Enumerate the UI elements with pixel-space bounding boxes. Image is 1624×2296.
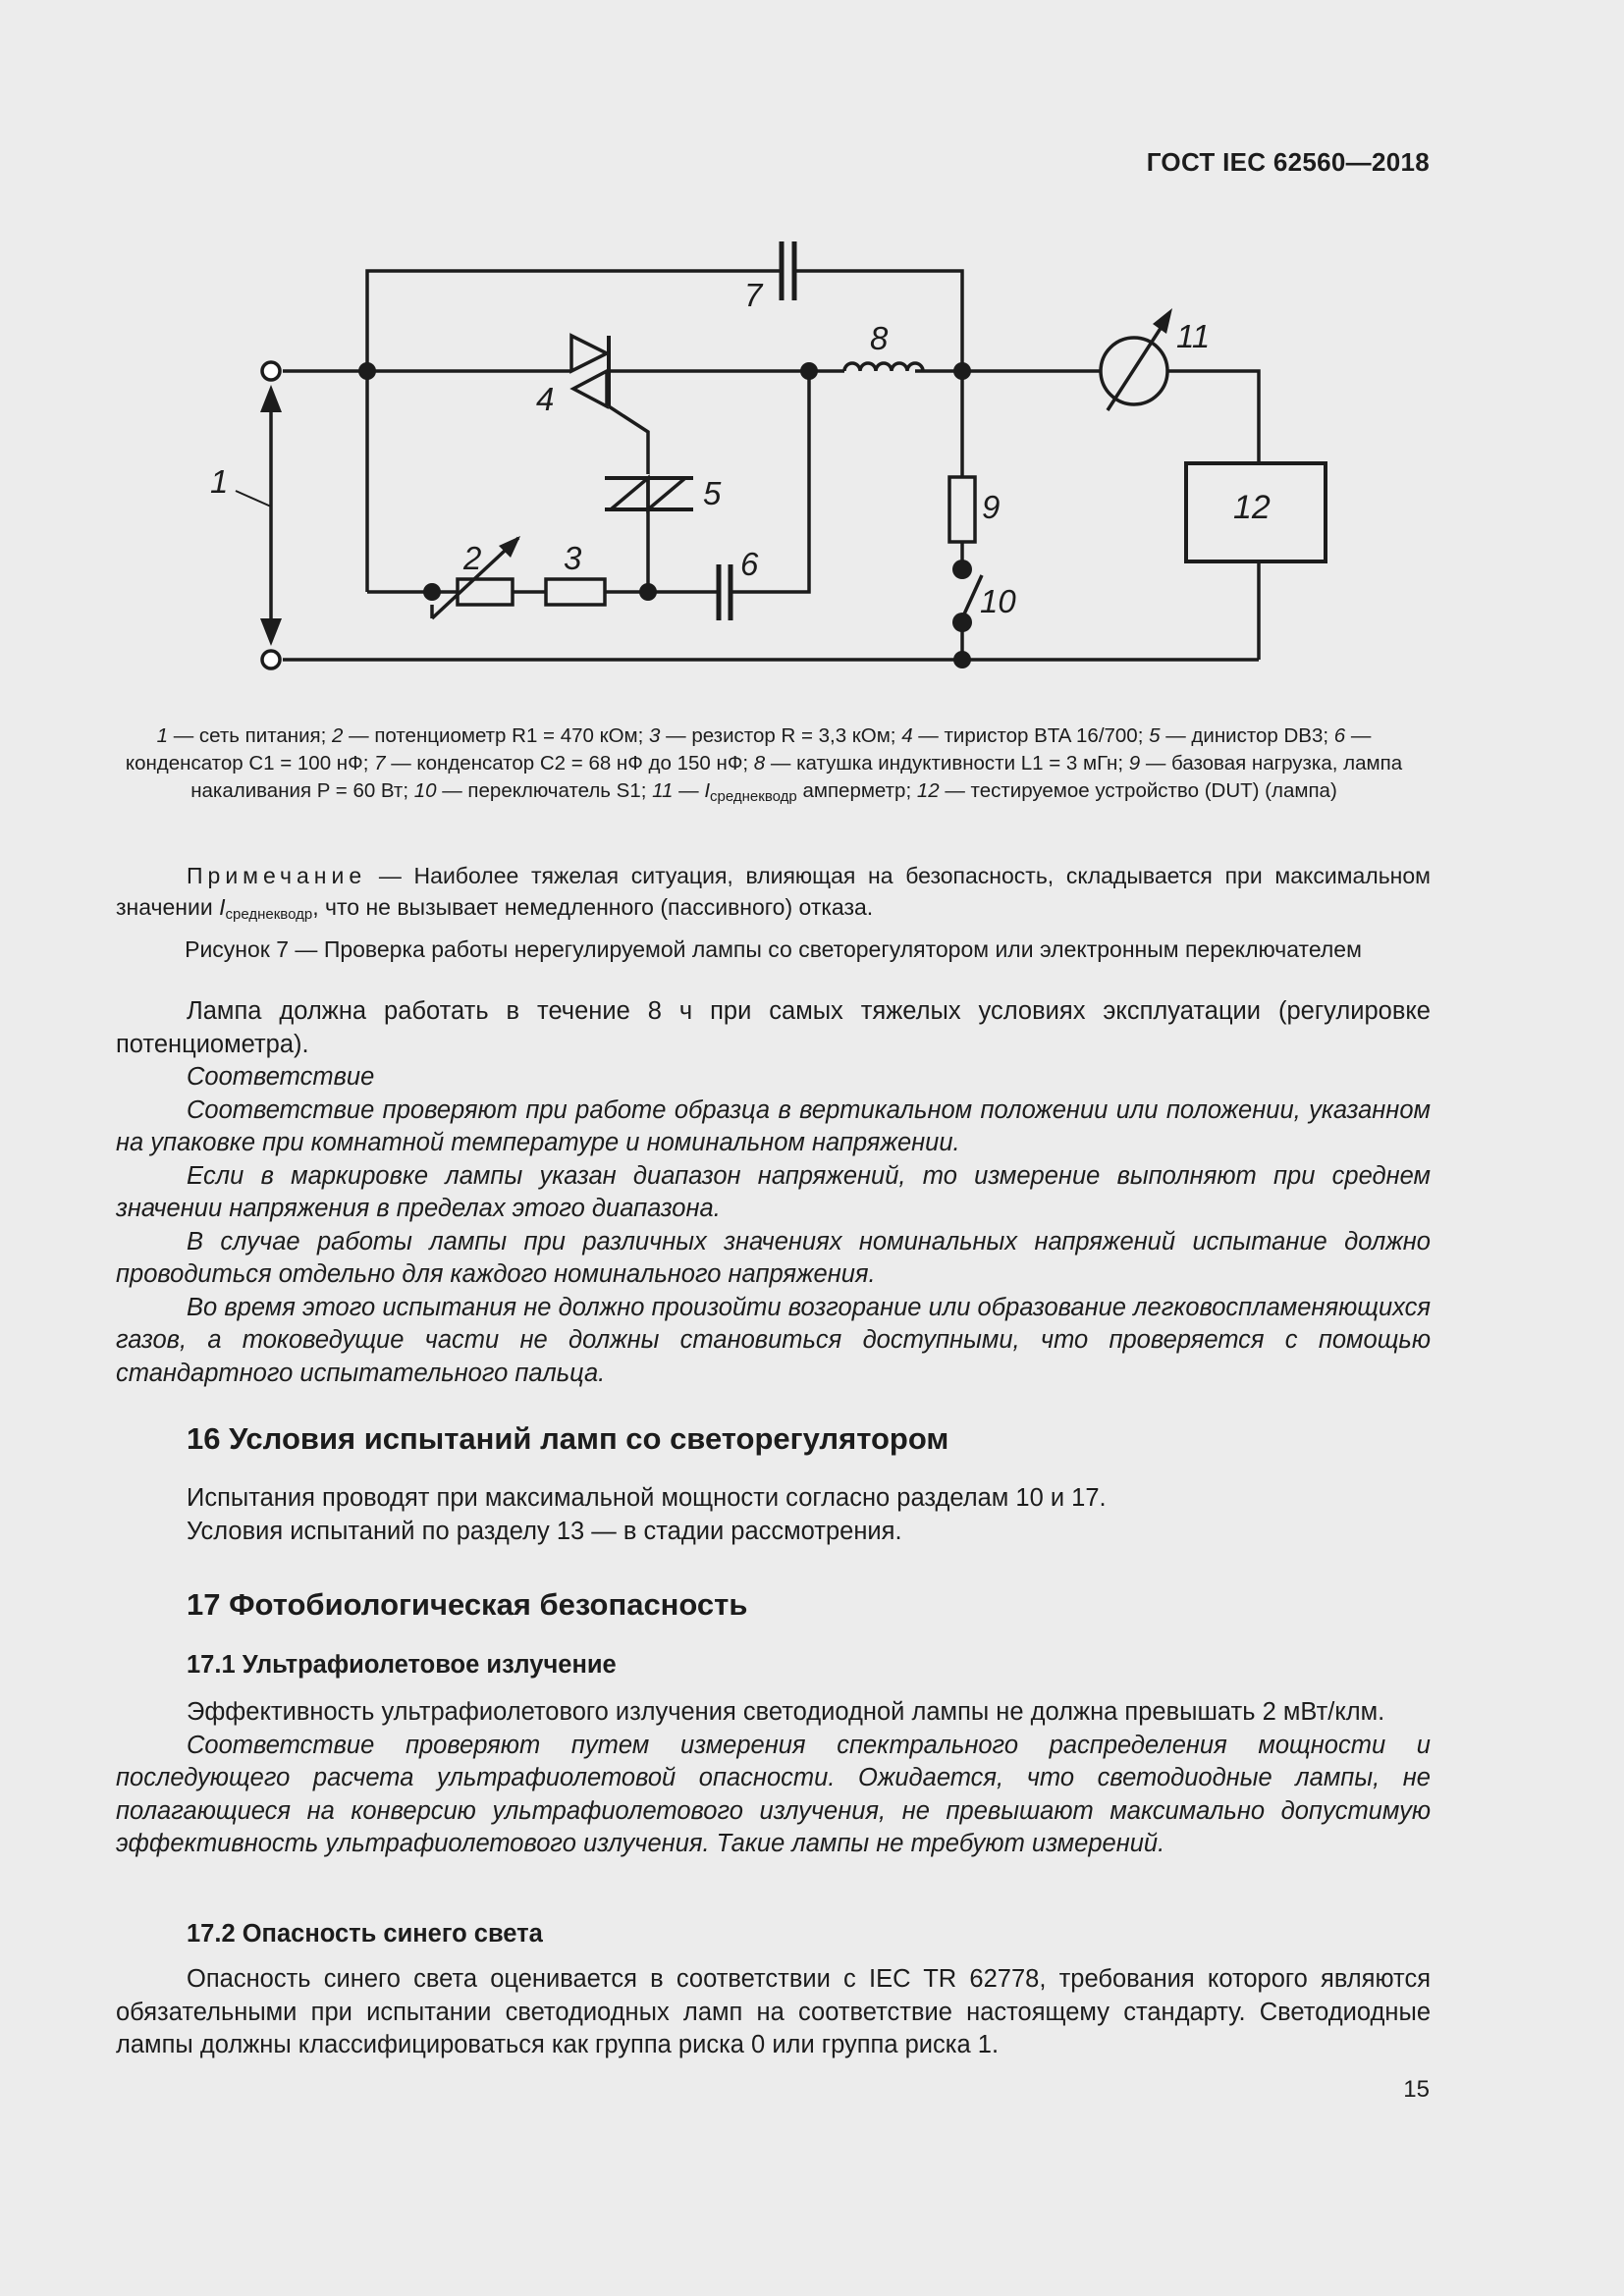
ammeter-arrow-line — [1108, 316, 1168, 410]
junction-mid — [800, 362, 818, 380]
label-4: 4 — [536, 381, 555, 417]
paragraph: Опасность синего света оценивается в соответствии с IEC TR 62778, требования которого являются обязательными при испытании светодиодных ламп на соответствие настоящему стандарту. Светодиодные лампы должны классифицироваться как группа риска 0 или группа риска 1. — [116, 1965, 1431, 2058]
note-label: Примечание — [187, 863, 367, 888]
figure-legend: 1 — сеть питания; 2 — потенциометр R1 = 470 кОм; 3 — резистор R = 3,3 кОм; 4 — тиристор BTA 16/700; 5 — динистор DB3; 6 — конденсатор С1 = 100 нФ; 7 — конденсатор С2 = 68 нФ до 150 нФ; 8 — катушка индуктивности L1 = 3 мГн; 9 — базовая нагрузка, лампа накаливания P = 60 Вт; 10 — переключатель S1; 11 — $I_{среднекводр}$ амперметр; 12 — тестируемое устройство (DUT) (лампа) — [125, 724, 1403, 805]
terminal-bottom — [262, 651, 280, 668]
thyristor-triangle-a — [571, 336, 607, 371]
terminal-top — [262, 362, 280, 380]
potentiometer-arrow-line — [432, 538, 518, 618]
page-number: 15 — [1403, 2076, 1430, 2103]
section-17-2-body — [116, 1963, 1431, 2062]
thyristor-triangle-b — [573, 371, 607, 406]
supply-leader — [236, 491, 271, 507]
thyristor-gate — [609, 406, 648, 474]
ammeter-arrow-head — [1153, 308, 1172, 334]
section-16-body — [116, 1482, 1431, 1548]
potentiometer-arrow-head — [499, 536, 520, 558]
figure-caption: Рисунок 7 — Проверка работы нерегулируемой лампы со светорегулятором или электронным переключателем — [185, 936, 1362, 962]
paragraph: Во время этого испытания не должно произойти возгорание или образование легковоспламеняющихся газов, а токоведущие части не должны становиться доступными, что проверяется с помощью стандартного испытательного пальца. — [116, 1293, 1431, 1387]
section-17-2-heading: 17.2 Опасность синего света — [187, 1920, 543, 1948]
label-7: 7 — [744, 277, 763, 313]
potentiometer-r1 — [458, 579, 513, 605]
paragraph: Соответствие проверяют путем измерения спектрального распределения мощности и последующего расчета ультрафиолетовой опасности. Ожидается, что светодиодные лампы, не полагающиеся на конверсию ультрафиолетового излучения, не превышают максимально допустимую эффективность ультрафиолетового излучения. Такие лампы не требуют измерений. — [116, 1731, 1431, 1857]
supply-arrow-head-top — [260, 385, 282, 412]
wire-c2-left — [367, 271, 782, 371]
label-1: 1 — [210, 463, 229, 500]
label-6: 6 — [740, 546, 759, 582]
dut-box — [1186, 463, 1326, 561]
paragraph: Условия испытаний по разделу 13 — в стадии рассмотрения. — [187, 1517, 902, 1545]
base-load-lamp — [949, 477, 975, 542]
paragraph: Если в маркировке лампы указан диапазон напряжений, то измерение выполняют при среднем значении напряжения в пределах этого диапазона. — [116, 1161, 1431, 1222]
wire-c1-to-main — [731, 371, 809, 592]
junction-rc-left — [423, 583, 441, 601]
figure-note: Примечание — Наиболее тяжелая ситуация, влияющая на безопасность, складывается при максимальном значении $I_{среднекводр}$, что не вызывает немедленного (пассивного) отказа. — [116, 863, 1431, 923]
ammeter — [1101, 338, 1167, 404]
section-17-1-heading: 17.1 Ультрафиолетовое излучение — [187, 1651, 617, 1679]
section-17-1-body — [116, 1696, 1431, 1861]
resistor-r — [546, 579, 605, 605]
section-16-heading: 16 Условия испытаний ламп со светорегулятором — [187, 1421, 949, 1456]
paragraph: Соответствие проверяют при работе образца в вертикальном положении или положении, указанном на упаковке при комнатной температуре и номинальном напряжении. — [116, 1095, 1431, 1156]
label-5: 5 — [703, 475, 722, 511]
junction-right — [953, 362, 971, 380]
wire-to-dut — [1168, 371, 1259, 463]
paragraph: Эффективность ультрафиолетового излучения светодиодной лампы не должна превышать 2 мВт/клм. — [187, 1698, 1385, 1726]
junction-rc-mid — [639, 583, 657, 601]
junction-bottom — [953, 651, 971, 668]
document-code: ГОСТ IEC 62560—2018 — [1146, 147, 1430, 177]
diac-triangle-a — [611, 478, 648, 509]
supply-arrow-head-bottom — [260, 618, 282, 646]
section-17-heading: 17 Фотобиологическая безопасность — [187, 1587, 748, 1622]
label-9: 9 — [982, 489, 1001, 525]
label-10: 10 — [980, 583, 1016, 619]
diac-triangle-b — [648, 478, 685, 509]
paragraph: Лампа должна работать в течение 8 ч при самых тяжелых условиях эксплуатации (регулировке потенциометра). — [116, 997, 1431, 1058]
label-8: 8 — [870, 320, 889, 356]
body-top — [116, 995, 1431, 1390]
inductor-l1 — [844, 363, 923, 371]
label-11: 11 — [1176, 318, 1211, 354]
label-2: 2 — [463, 540, 482, 576]
switch-s1-blade — [962, 575, 982, 618]
paragraph: В случае работы лампы при различных значениях номинальных напряжений испытание должно проводиться отдельно для каждого номинального напряжения. — [116, 1227, 1431, 1288]
label-12: 12 — [1233, 489, 1271, 526]
junction-left-top — [358, 362, 376, 380]
wire-c2-right — [794, 271, 962, 371]
label-3: 3 — [564, 540, 582, 576]
switch-contact-top — [952, 560, 972, 579]
paragraph: Испытания проводят при максимальной мощности согласно разделам 10 и 17. — [187, 1484, 1107, 1512]
paragraph: Соответствие — [187, 1063, 375, 1091]
switch-contact-bottom — [952, 613, 972, 632]
